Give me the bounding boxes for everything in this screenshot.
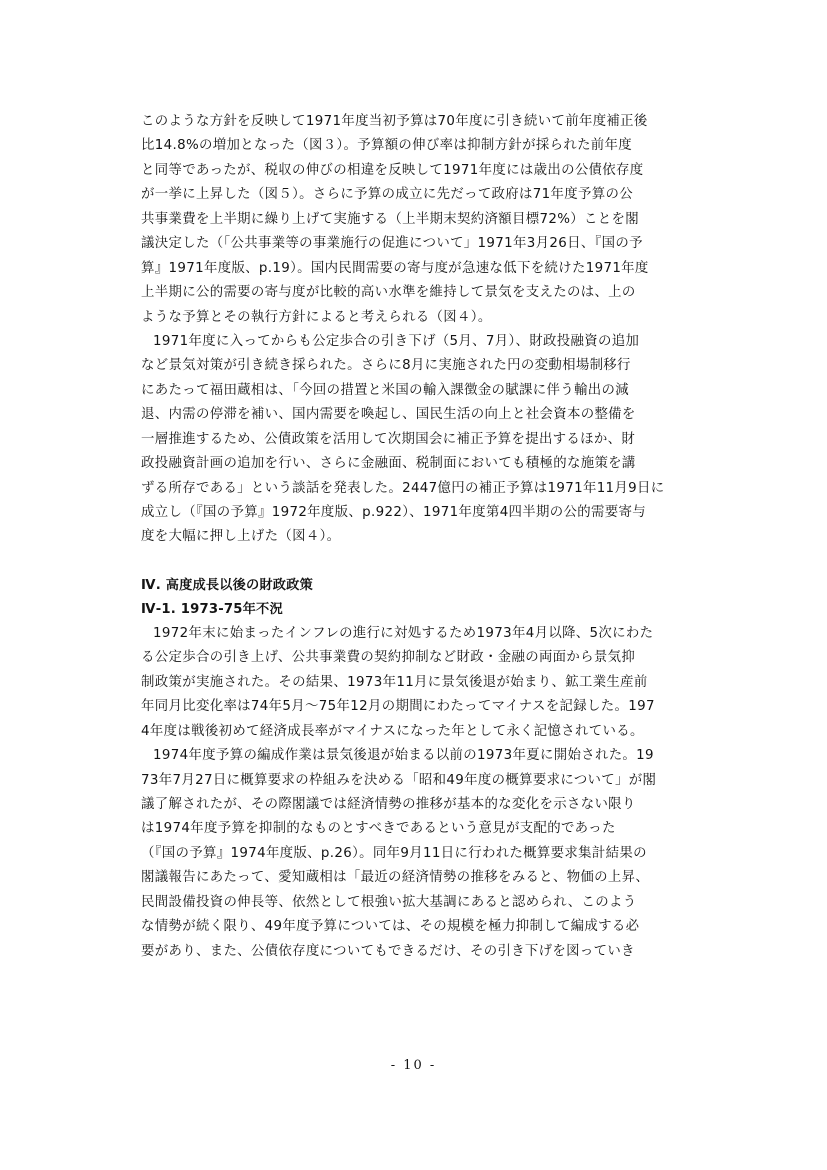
text-line: 閣議報告にあたって、愛知蔵相は「最近の経済情勢の推移をみると、物価の上昇、 <box>141 870 650 886</box>
text-line: 上半期に公的需要の寄与度が比較的高い水準を維持して景気を支えたのは、上の <box>141 285 636 301</box>
text-line: 73年7月27日に概算要求の枠組みを決める「昭和49年度の概算要求について」が閣 <box>141 772 657 788</box>
text-line: 比14.8%の増加となった（図３）。予算額の伸び率は抑制方針が採られた前年度 <box>141 138 633 154</box>
text-line: など景気対策が引き続き採られた。さらに8月に実施された円の変動相場制移行 <box>141 358 631 374</box>
text-line: 議決定した（「公共事業等の事業施行の促進について」1971年3月26日、『国の予 <box>141 236 643 252</box>
text-line: 1971年度に入ってからも公定歩合の引き下げ（5月、7月）、財政投融資の追加 <box>153 333 640 349</box>
paragraph-1 <box>141 110 689 330</box>
text-line: 共事業費を上半期に繰り上げて実施する（上半期末契約済額目標72%）ことを閣 <box>141 211 639 227</box>
paragraph-4 <box>141 744 689 964</box>
text-line: 4年度は戦後初めて経済成長率がマイナスになった年として永く記憶されている。 <box>141 723 644 739</box>
text-line: と同等であったが、税収の伸びの相違を反映して1971年度には歳出の公債依存度 <box>141 162 644 178</box>
text-line: 退、内需の停滞を補い、国内需要を喚起し、国民生活の向上と社会資本の整備を <box>141 407 636 423</box>
text-line: 制政策が実施された。その結果、1973年11月に景気後退が始まり、鉱工業生産前 <box>141 674 648 690</box>
section-gap <box>141 550 689 574</box>
text-line: にあたって福田蔵相は、「今回の措置と米国の輸入課徴金の賦課に伴う輸出の減 <box>141 382 629 398</box>
text-line: 議了解されたが、その際閣議では経済情勢の推移が基本的な変化を示さない限り <box>141 796 636 812</box>
text-line: が一挙に上昇した（図５）。さらに予算の成立に先だって政府は71年度予算の公 <box>141 187 633 203</box>
page-number: - 10 - <box>390 1058 437 1073</box>
text-line: な情勢が続く限り、49年度予算については、その規模を極力抑制して編成する必 <box>141 919 640 935</box>
text-line: 年同月比変化率は74年5月〜75年12月の期間にわたってマイナスを記録した。197 <box>141 699 655 715</box>
text-line: る公定歩合の引き上げ、公共事業費の契約抑制など財政・金融の両面から景気抑 <box>141 650 636 666</box>
paragraph-3 <box>141 622 689 744</box>
text-line: 度を大幅に押し上げた（図４）。 <box>141 529 341 545</box>
subsection-heading: Ⅳ-1. 1973-75年不況 <box>141 601 283 617</box>
body-text <box>141 110 689 964</box>
text-line: 民間設備投資の伸長等、依然として根強い拡大基調にあると認められ、このよう <box>141 894 637 910</box>
text-line: このような方針を反映して1971年度当初予算は70年度に引き続いて前年度補正後 <box>141 114 648 129</box>
text-line: 成立し（『国の予算』1972年度版、p.922）、1971年度第4四半期の公的需要寄与 <box>141 505 646 520</box>
text-line: 算』1971年度版、p.19）。国内民間需要の寄与度が急速な低下を続けた1971年度 <box>141 260 649 276</box>
text-line: （『国の予算』1974年度版、p.26）。同年9月11日に行われた概算要求集計結果の <box>141 845 647 861</box>
text-line: 1972年末に始まったインフレの進行に対処するため1973年4月以降、5次にわた <box>153 625 654 641</box>
text-line: 1974年度予算の編成作業は景気後退が始まる以前の1973年夏に開始された。19 <box>153 748 654 764</box>
text-line: ずる所存である」という談話を発表した。2447億円の補正予算は1971年11月9日に <box>141 480 665 496</box>
text-line: 要があり、また、公債依存度についてもできるだけ、その引き下げを図っていき <box>141 943 635 959</box>
section-heading: Ⅳ. 高度成長以後の財政政策 <box>141 577 313 593</box>
text-line: は1974年度予算を抑制的なものとすべきであるという意見が支配的であった <box>141 821 616 837</box>
paragraph-2 <box>141 330 689 550</box>
text-line: ような予算とその執行方針によると考えられる（図４）。 <box>141 309 492 325</box>
text-line: 一層推進するため、公債政策を活用して次期国会に補正予算を提出するほか、財 <box>141 431 636 447</box>
text-line: 政投融資計画の追加を行い、さらに金融面、税制面においても積極的な施策を講 <box>141 456 636 472</box>
